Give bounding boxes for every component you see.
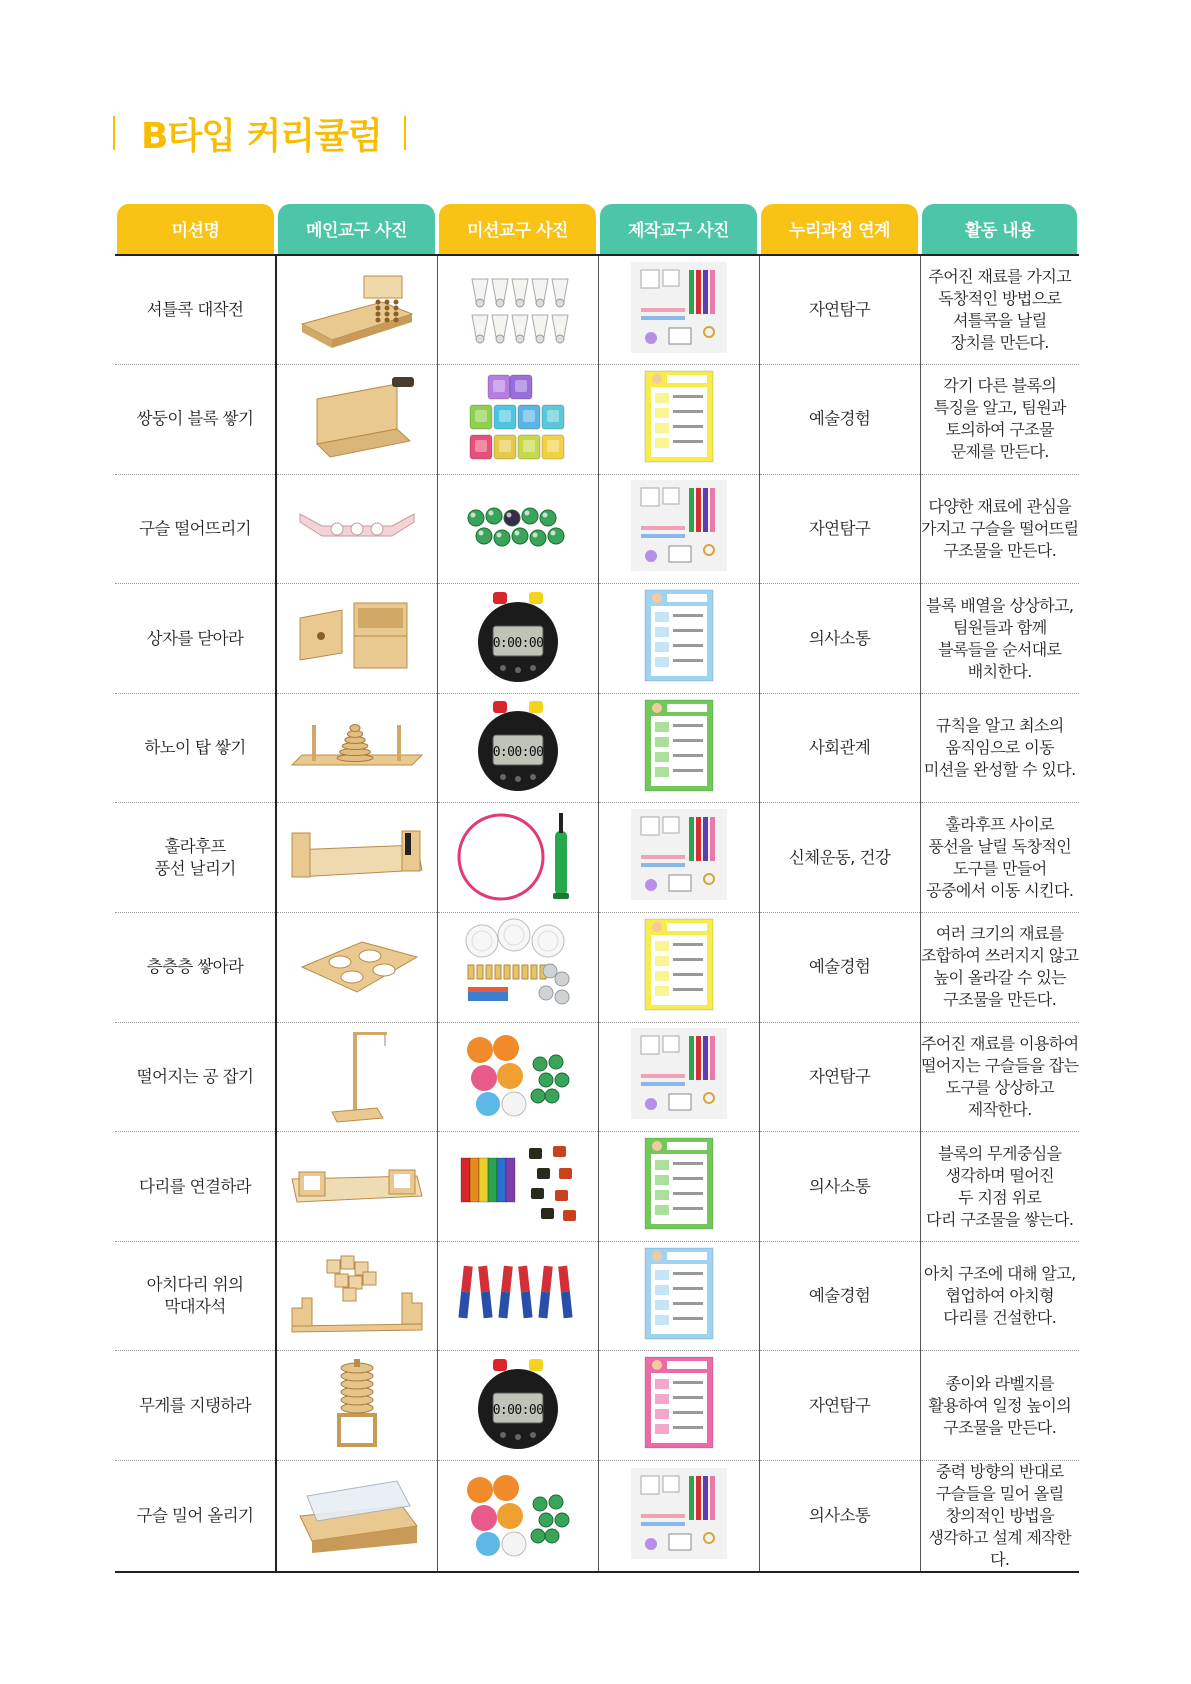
mission-cell	[115, 803, 276, 913]
page-title: B타입 커리큘럼	[141, 115, 382, 157]
mission-tool-photo	[473, 695, 563, 795]
table-row	[115, 1461, 1079, 1573]
mission-cell	[115, 1351, 276, 1461]
mission-photo-cell	[437, 1132, 598, 1242]
mission-name: 다리를 연결하라	[138, 1176, 252, 1196]
page-title-wrap	[113, 112, 406, 157]
header-cell	[759, 203, 920, 255]
main-tool-photo	[287, 1248, 427, 1338]
main-photo-cell	[276, 1351, 437, 1461]
activity-cell	[920, 693, 1079, 803]
make-photo-cell	[598, 474, 759, 584]
make-photo-cell	[598, 1351, 759, 1461]
nuri-link-cell	[759, 365, 920, 475]
mission-name: 상자를 닫아라	[146, 628, 244, 648]
main-photo-cell	[276, 913, 437, 1023]
activity-cell	[920, 1461, 1079, 1573]
make-photo-cell	[598, 913, 759, 1023]
header-activity: 활동 내용	[922, 204, 1077, 254]
mission-cell	[115, 584, 276, 694]
activity-text: 여러 크기의 재료를 조합하여 쓰러지지 않고 높이 올라갈 수 있는 구조물을 만든다.	[920, 924, 1079, 1010]
main-tool-photo	[292, 588, 422, 683]
mission-cell	[115, 1461, 276, 1573]
nuri-link: 자연탐구	[808, 1395, 871, 1415]
main-tool-photo	[292, 369, 422, 464]
mission-cell	[115, 474, 276, 584]
nuri-link-cell	[759, 584, 920, 694]
activity-text: 주어진 재료를 이용하여 떨어지는 구슬들을 잡는 도구를 상상하고 제작한다.	[920, 1033, 1079, 1119]
make-photo-cell	[598, 1241, 759, 1351]
activity-text: 주어진 재료를 가지고 독창적인 방법으로 셔틀콕을 날릴 장치를 만든다.	[928, 267, 1072, 353]
nuri-link: 신체운동, 건강	[788, 847, 891, 867]
table-row	[115, 803, 1079, 913]
nuri-link-cell	[759, 1132, 920, 1242]
table-row	[115, 1022, 1079, 1132]
table-row	[115, 584, 1079, 694]
main-tool-photo	[292, 262, 422, 352]
main-tool-photo	[292, 1471, 422, 1556]
make-photo-cell	[598, 1022, 759, 1132]
table-row	[115, 474, 1079, 584]
mission-cell	[115, 1022, 276, 1132]
mission-photo-cell	[437, 1351, 598, 1461]
mission-photo-cell	[437, 693, 598, 803]
nuri-link: 의사소통	[808, 1506, 871, 1526]
make-tool-photo	[643, 1136, 715, 1231]
header-cell	[115, 203, 276, 255]
header-cell	[437, 203, 598, 255]
mission-cell	[115, 1241, 276, 1351]
mission-photo-cell	[437, 1022, 598, 1132]
mission-name: 셔틀콕 대작전	[146, 300, 244, 320]
mission-cell	[115, 913, 276, 1023]
make-photo-cell	[598, 803, 759, 913]
activity-cell	[920, 1132, 1079, 1242]
mission-name: 하노이 탑 쌓기	[144, 738, 246, 758]
mission-name: 구슬 밀어 올리기	[136, 1506, 254, 1526]
header-nuri-link: 누리과정 연계	[761, 204, 918, 254]
mission-cell	[115, 255, 276, 365]
mission-photo-cell	[437, 913, 598, 1023]
mission-cell	[115, 693, 276, 803]
title-right-bar	[404, 116, 406, 150]
main-tool-photo	[287, 710, 427, 780]
mission-name: 훌라후프 풍선 날리기	[154, 836, 236, 878]
activity-cell	[920, 255, 1079, 365]
mission-name: 무게를 지탱하라	[138, 1395, 252, 1415]
make-photo-cell	[598, 693, 759, 803]
mission-cell	[115, 1132, 276, 1242]
activity-text: 종이와 라벨지를 활용하여 일정 높이의 구조물을 만든다.	[928, 1373, 1072, 1437]
table-row	[115, 1241, 1079, 1351]
mission-photo-cell	[437, 803, 598, 913]
table-header-row	[115, 203, 1079, 255]
mission-photo-cell	[437, 474, 598, 584]
main-photo-cell	[276, 1132, 437, 1242]
activity-cell	[920, 913, 1079, 1023]
table-row	[115, 693, 1079, 803]
mission-name: 층층층 쌓아라	[146, 957, 244, 977]
header-main-photo: 메인교구 사진	[278, 204, 435, 254]
main-tool-photo	[317, 1024, 397, 1124]
make-photo-cell	[598, 365, 759, 475]
mission-photo-cell	[437, 1461, 598, 1573]
mission-photo-cell	[437, 1241, 598, 1351]
mission-name: 아치다리 위의 막대자석	[146, 1275, 244, 1317]
mission-tool-photo	[458, 369, 578, 464]
mission-name: 떨어지는 공 잡기	[136, 1066, 254, 1086]
header-cell	[276, 203, 437, 255]
activity-cell	[920, 584, 1079, 694]
table-row	[115, 913, 1079, 1023]
header-cell	[920, 203, 1079, 255]
main-photo-cell	[276, 1022, 437, 1132]
make-photo-cell	[598, 584, 759, 694]
make-tool-photo	[643, 369, 715, 464]
make-tool-photo	[643, 917, 715, 1012]
activity-text: 블록의 무게중심을 생각하며 떨어진 두 지점 위로 다리 구조물을 쌓는다.	[926, 1143, 1074, 1229]
svg-text:0:00:00: 0:00:00	[492, 745, 543, 761]
activity-cell	[920, 1241, 1079, 1351]
activity-text: 다양한 재료에 관심을 가지고 구슬을 떨어뜨릴 구조물을 만든다.	[920, 496, 1079, 560]
activity-text: 블록 배열을 상상하고, 팀원들과 함께 블록들을 순서대로 배치한다.	[926, 595, 1074, 681]
main-tool-photo	[317, 1353, 397, 1453]
nuri-link: 의사소통	[808, 628, 871, 648]
main-tool-photo	[287, 1154, 427, 1214]
main-photo-cell	[276, 474, 437, 584]
mission-tool-photo	[455, 1136, 580, 1231]
make-tool-photo	[629, 260, 729, 355]
nuri-link: 의사소통	[808, 1176, 871, 1196]
make-photo-cell	[598, 1132, 759, 1242]
svg-text:0:00:00: 0:00:00	[492, 1402, 543, 1418]
activity-cell	[920, 1351, 1079, 1461]
main-photo-cell	[276, 255, 437, 365]
main-tool-photo	[292, 496, 422, 556]
header-mission: 미션명	[117, 204, 274, 254]
activity-text: 규칙을 알고 최소의 움직임으로 이동 미션을 완성할 수 있다.	[923, 716, 1076, 780]
main-photo-cell	[276, 1461, 437, 1573]
table-row	[115, 1132, 1079, 1242]
mission-tool-photo	[453, 1248, 583, 1338]
make-tool-photo	[629, 1026, 729, 1121]
main-photo-cell	[276, 584, 437, 694]
nuri-link: 자연탐구	[808, 518, 871, 538]
nuri-link-cell	[759, 913, 920, 1023]
main-photo-cell	[276, 365, 437, 475]
main-photo-cell	[276, 693, 437, 803]
mission-tool-photo	[473, 586, 563, 686]
make-tool-photo	[629, 807, 729, 902]
nuri-link: 예술경험	[808, 1286, 871, 1306]
header-make-photo: 제작교구 사진	[600, 204, 757, 254]
nuri-link: 예술경험	[808, 957, 871, 977]
nuri-link: 자연탐구	[808, 1066, 871, 1086]
nuri-link-cell	[759, 1351, 920, 1461]
svg-text:0:00:00: 0:00:00	[492, 635, 543, 651]
make-tool-photo	[643, 698, 715, 793]
activity-text: 각기 다른 블록의 특징을 알고, 팀원과 토의하여 구조물 문제를 만든다.	[933, 376, 1066, 462]
activity-cell	[920, 365, 1079, 475]
mission-tool-photo	[458, 917, 578, 1012]
mission-tool-photo	[453, 805, 583, 905]
title-left-bar	[113, 116, 115, 150]
main-photo-cell	[276, 803, 437, 913]
curriculum-table	[115, 203, 1079, 1573]
mission-tool-photo	[458, 496, 578, 556]
mission-photo-cell	[437, 365, 598, 475]
mission-cell	[115, 365, 276, 475]
header-mission-photo: 미션교구 사진	[439, 204, 596, 254]
main-photo-cell	[276, 1241, 437, 1351]
make-photo-cell	[598, 255, 759, 365]
mission-tool-photo	[473, 1353, 563, 1453]
nuri-link: 자연탐구	[808, 300, 871, 320]
nuri-link-cell	[759, 803, 920, 913]
nuri-link-cell	[759, 1022, 920, 1132]
nuri-link: 사회관계	[808, 738, 871, 758]
header-cell	[598, 203, 759, 255]
mission-name: 구슬 떨어뜨리기	[138, 518, 252, 538]
table-row	[115, 1351, 1079, 1461]
activity-cell	[920, 1022, 1079, 1132]
nuri-link-cell	[759, 1461, 920, 1573]
nuri-link: 예술경험	[808, 409, 871, 429]
nuri-link-cell	[759, 255, 920, 365]
mission-tool-photo	[458, 1466, 578, 1561]
activity-text: 중력 방향의 반대로 구슬들을 밀어 올릴 창의적인 방법을 생각하고 설계 제작한다.	[928, 1462, 1072, 1570]
mission-photo-cell	[437, 255, 598, 365]
make-tool-photo	[629, 478, 729, 573]
nuri-link-cell	[759, 474, 920, 584]
nuri-link-cell	[759, 693, 920, 803]
make-tool-photo	[643, 1355, 715, 1450]
make-photo-cell	[598, 1461, 759, 1573]
activity-cell	[920, 474, 1079, 584]
make-tool-photo	[629, 1466, 729, 1561]
table-row	[115, 255, 1079, 365]
make-tool-photo	[643, 588, 715, 683]
activity-text: 아치 구조에 대해 알고, 협업하여 아치형 다리를 건설한다.	[923, 1264, 1076, 1328]
activity-cell	[920, 803, 1079, 913]
activity-text: 훌라후프 사이로 풍선을 날릴 독창적인 도구를 만들어 공중에서 이동 시킨다.	[926, 814, 1074, 900]
mission-photo-cell	[437, 584, 598, 694]
main-tool-photo	[292, 922, 422, 1007]
main-tool-photo	[287, 815, 427, 895]
table-row	[115, 365, 1079, 475]
mission-name: 쌍둥이 블록 쌓기	[136, 409, 254, 429]
nuri-link-cell	[759, 1241, 920, 1351]
make-tool-photo	[643, 1246, 715, 1341]
mission-tool-photo	[458, 1026, 578, 1121]
mission-tool-photo	[458, 267, 578, 347]
